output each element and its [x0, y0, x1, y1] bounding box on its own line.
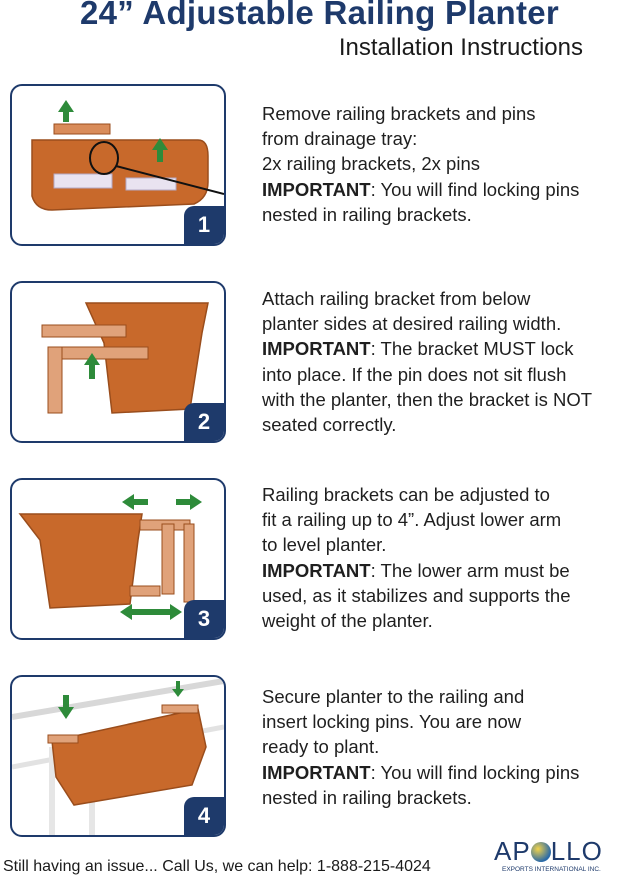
- step-2-number-badge: 2: [184, 403, 224, 441]
- step-4-line-3: ready to plant.: [262, 736, 380, 758]
- apollo-logo: [494, 836, 624, 876]
- step-3-text: [262, 482, 632, 633]
- step-4-number-badge: 4: [184, 797, 224, 835]
- step-1-important-line-1: : You will find locking pins: [370, 178, 580, 200]
- step-1-line-2: from drainage tray:: [262, 128, 418, 150]
- page-title: 24” Adjustable Railing Planter: [79, 0, 560, 31]
- step-2-important-line-1: : The bracket MUST lock: [370, 338, 574, 360]
- logo-subtitle: EXPORTS INTERNATIONAL INC.: [502, 866, 601, 873]
- step-2-important-label: IMPORTANT: [262, 338, 371, 360]
- globe-icon: [531, 842, 551, 862]
- step-3-important-line-3: weight of the planter.: [262, 610, 433, 632]
- logo-word: AP LLO: [494, 836, 603, 866]
- footer-contact-text: Still having an issue... Call Us, we can help: 1-888-215-4024: [3, 858, 431, 875]
- step-1-number-badge: 1: [184, 206, 224, 244]
- step-2-important-line-3: with the planter, then the bracket is NOT: [262, 388, 593, 410]
- step-4-text: [262, 684, 632, 810]
- step-4-important-line-2: nested in railing brackets.: [262, 786, 472, 808]
- step-2-line-2: planter sides at desired railing width.: [262, 313, 562, 335]
- step-2-line-1: Attach railing bracket from below: [262, 288, 531, 309]
- step-1-line-1: Remove railing brackets and pins: [262, 103, 536, 124]
- step-3-line-2: fit a railing up to 4”. Adjust lower arm: [262, 509, 562, 531]
- step-1-important-line-2: nested in railing brackets.: [262, 203, 472, 225]
- step-4-image: [10, 675, 226, 837]
- step-3-important-line-1: : The lower arm must be: [370, 559, 570, 581]
- step-4-important-label: IMPORTANT: [262, 761, 371, 783]
- step-4-line-1: Secure planter to the railing and: [262, 686, 525, 707]
- step-2-image: [10, 281, 226, 443]
- step-3-image: [10, 478, 226, 640]
- step-2-important-line-2: into place. If the pin does not sit flush: [262, 363, 567, 385]
- step-2-text: [262, 286, 632, 437]
- step-3-important-label: IMPORTANT: [262, 559, 371, 581]
- step-1-text: [262, 101, 632, 227]
- step-4-important-line-1: : You will find locking pins: [370, 761, 580, 783]
- step-3-important-line-2: used, as it stabilizes and supports the: [262, 584, 571, 606]
- step-3-line-3: to level planter.: [262, 534, 387, 556]
- step-1-line-3: 2x railing brackets, 2x pins: [262, 153, 480, 175]
- step-1-important-label: IMPORTANT: [262, 178, 371, 200]
- step-3-line-1: Railing brackets can be adjusted to: [262, 484, 550, 505]
- page-subtitle: Installation Instructions: [338, 34, 583, 61]
- step-2-important-line-4: seated correctly.: [262, 414, 397, 436]
- step-4-line-2: insert locking pins. You are now: [262, 711, 522, 733]
- step-1-image: [10, 84, 226, 246]
- step-3-number-badge: 3: [184, 600, 224, 638]
